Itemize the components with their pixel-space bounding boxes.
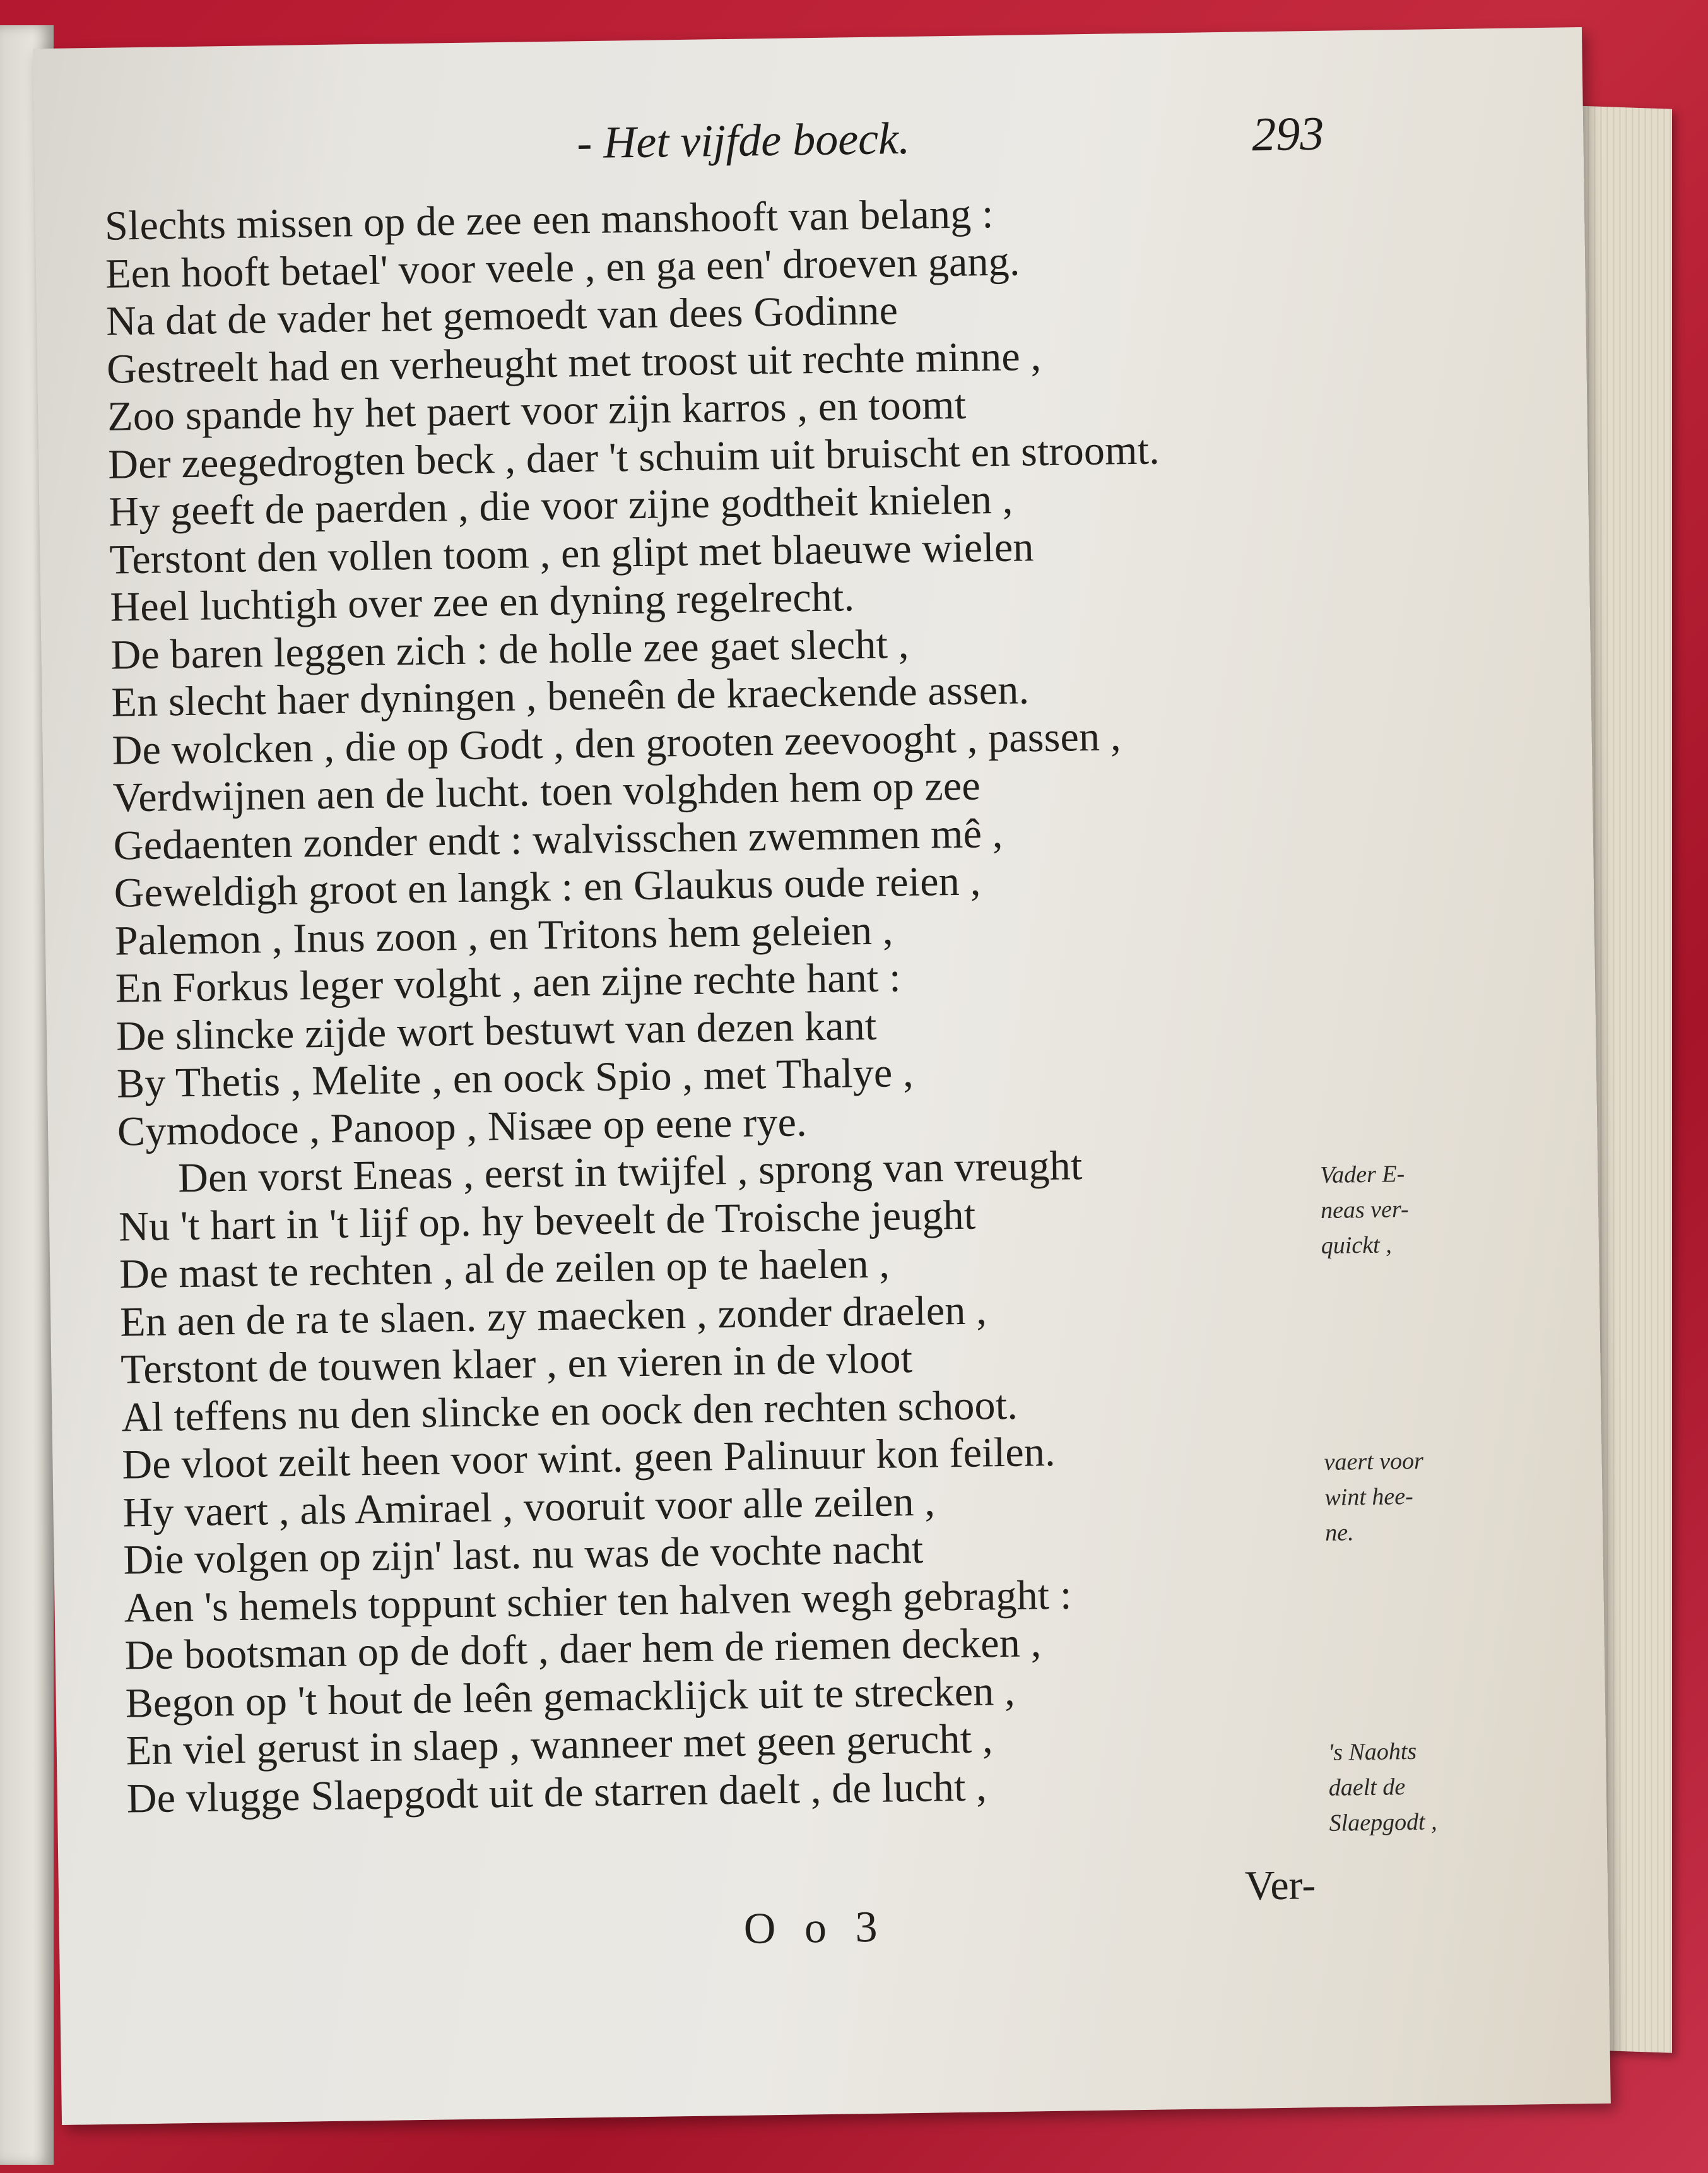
verse-line: Aen 's hemels toppunt schier ten halven wegh gebraght : [124, 1572, 1073, 1631]
marginal-note-line: quickt , [1321, 1231, 1392, 1259]
verse-line: Der zeegedrogten beck , daer 't schuim uit bruischt en stroomt. [107, 426, 1160, 488]
catchword: Ver- [1244, 1862, 1316, 1909]
verse-line: Slechts missen op de zee een manshooft van belang : [104, 191, 994, 249]
marginal-note-line: daelt de [1328, 1773, 1406, 1801]
verse-line: De baren leggen zich : de holle zee gaet slecht , [110, 620, 909, 678]
marginal-note-line: Slaepgodt , [1329, 1808, 1437, 1837]
verse-line: De vloot zeilt heen voor wint. geen Palinuur kon feilen. [121, 1428, 1056, 1488]
marginal-note [1324, 1442, 1502, 1551]
verse-line: Cymodoce , Panoop , Nisæe op eene rye. [117, 1098, 808, 1155]
marginal-note-line: ne. [1324, 1519, 1354, 1546]
verse-line: Al teffens nu den slincke en oock den rechten schoot. [121, 1382, 1018, 1441]
verse-line: En viel gerust in slaep , wanneer met geen gerucht , [126, 1715, 994, 1774]
verse-line: Hy vaert , als Amirael , vooruit voor alle zeilen , [122, 1478, 936, 1536]
verse-line: Heel luchtigh over zee en dyning regelrecht. [110, 574, 855, 631]
verse-line: Nu 't hart in 't lijf op. hy beveelt de Troische jeught [118, 1192, 976, 1250]
verse-line: Den vorst Eneas , eerst in twijfel , sprong van vreught [177, 1142, 1083, 1202]
verse-line: Na dat de vader het gemoedt van dees Godinne [105, 287, 898, 345]
verse-line: En aen de ra te slaen. zy maecken , zonder draelen , [119, 1286, 987, 1346]
verse-line: Terstont de touwen klaer , en vieren in de vloot [120, 1335, 913, 1393]
verse-line: Zoo spande hy het paert voor zijn karros , en toomt [107, 381, 967, 440]
verse-line: Geweldigh groot en langk : en Glaukus oude reien , [114, 858, 981, 916]
marginal-note [1328, 1732, 1506, 1841]
verse-line: Verdwijnen aen de lucht. toen volghden hem op zee [112, 762, 981, 821]
verse-line: Terstont den vollen toom , en glipt met blaeuwe wielen [109, 523, 1034, 583]
verse-line: Begon op 't hout de leên gemacklijck uit te strecken , [125, 1667, 1016, 1727]
marginal-note-line: neas ver- [1320, 1196, 1409, 1224]
marginal-note-line: wint hee- [1324, 1483, 1414, 1511]
marginal-note-line: Vader E- [1319, 1161, 1405, 1188]
marginal-note-line: vaert voor [1324, 1447, 1424, 1476]
verse-line: Die volgen op zijn' last. nu was de vochte nacht [123, 1525, 924, 1584]
verse-line: Gedaenten zonder endt : walvisschen zwemmen mê , [113, 810, 1003, 869]
verse-line: De vlugge Slaepgodt uit de starren daelt , de lucht , [126, 1763, 987, 1821]
page-number: 293 [1251, 107, 1324, 162]
verse-line: Een hooft betael' voor veele , en ga een' droeven gang. [105, 237, 1021, 297]
signature-mark: O o 3 [743, 1902, 886, 1953]
verse-line: En slecht haer dyningen , beneên de kraeckende assen. [111, 666, 1030, 726]
verse-line: Palemon , Inus zoon , en Tritons hem geleien , [114, 906, 894, 964]
verse-line: By Thetis , Melite , en oock Spio , met Thalye , [116, 1049, 914, 1107]
verse-line: De bootsman op de doft , daer hem de riemen decken , [124, 1619, 1042, 1679]
verse-line: De wolcken , die op Godt , den grooten zeevooght , passen , [112, 713, 1122, 774]
book-page [33, 27, 1611, 2125]
running-head-title: - Het vijfde boeck. [576, 112, 910, 169]
verse-line: En Forkus leger volght , aen zijne rechte hant : [115, 954, 902, 1012]
verse-line: Gestreelt had en verheught met troost uit rechte minne , [106, 333, 1042, 393]
running-head [476, 106, 1360, 194]
verse-line: Hy geeft de paerden , die voor zijne godtheit knielen , [108, 476, 1013, 535]
verse-line: De slincke zijde wort bestuwt van dezen kant [115, 1002, 877, 1060]
verse-text [105, 185, 1377, 1822]
verse-line: De mast te rechten , al de zeilen op te haelen , [119, 1240, 890, 1298]
marginal-note [1320, 1155, 1498, 1264]
marginal-note-line: 's Naohts [1328, 1738, 1417, 1766]
